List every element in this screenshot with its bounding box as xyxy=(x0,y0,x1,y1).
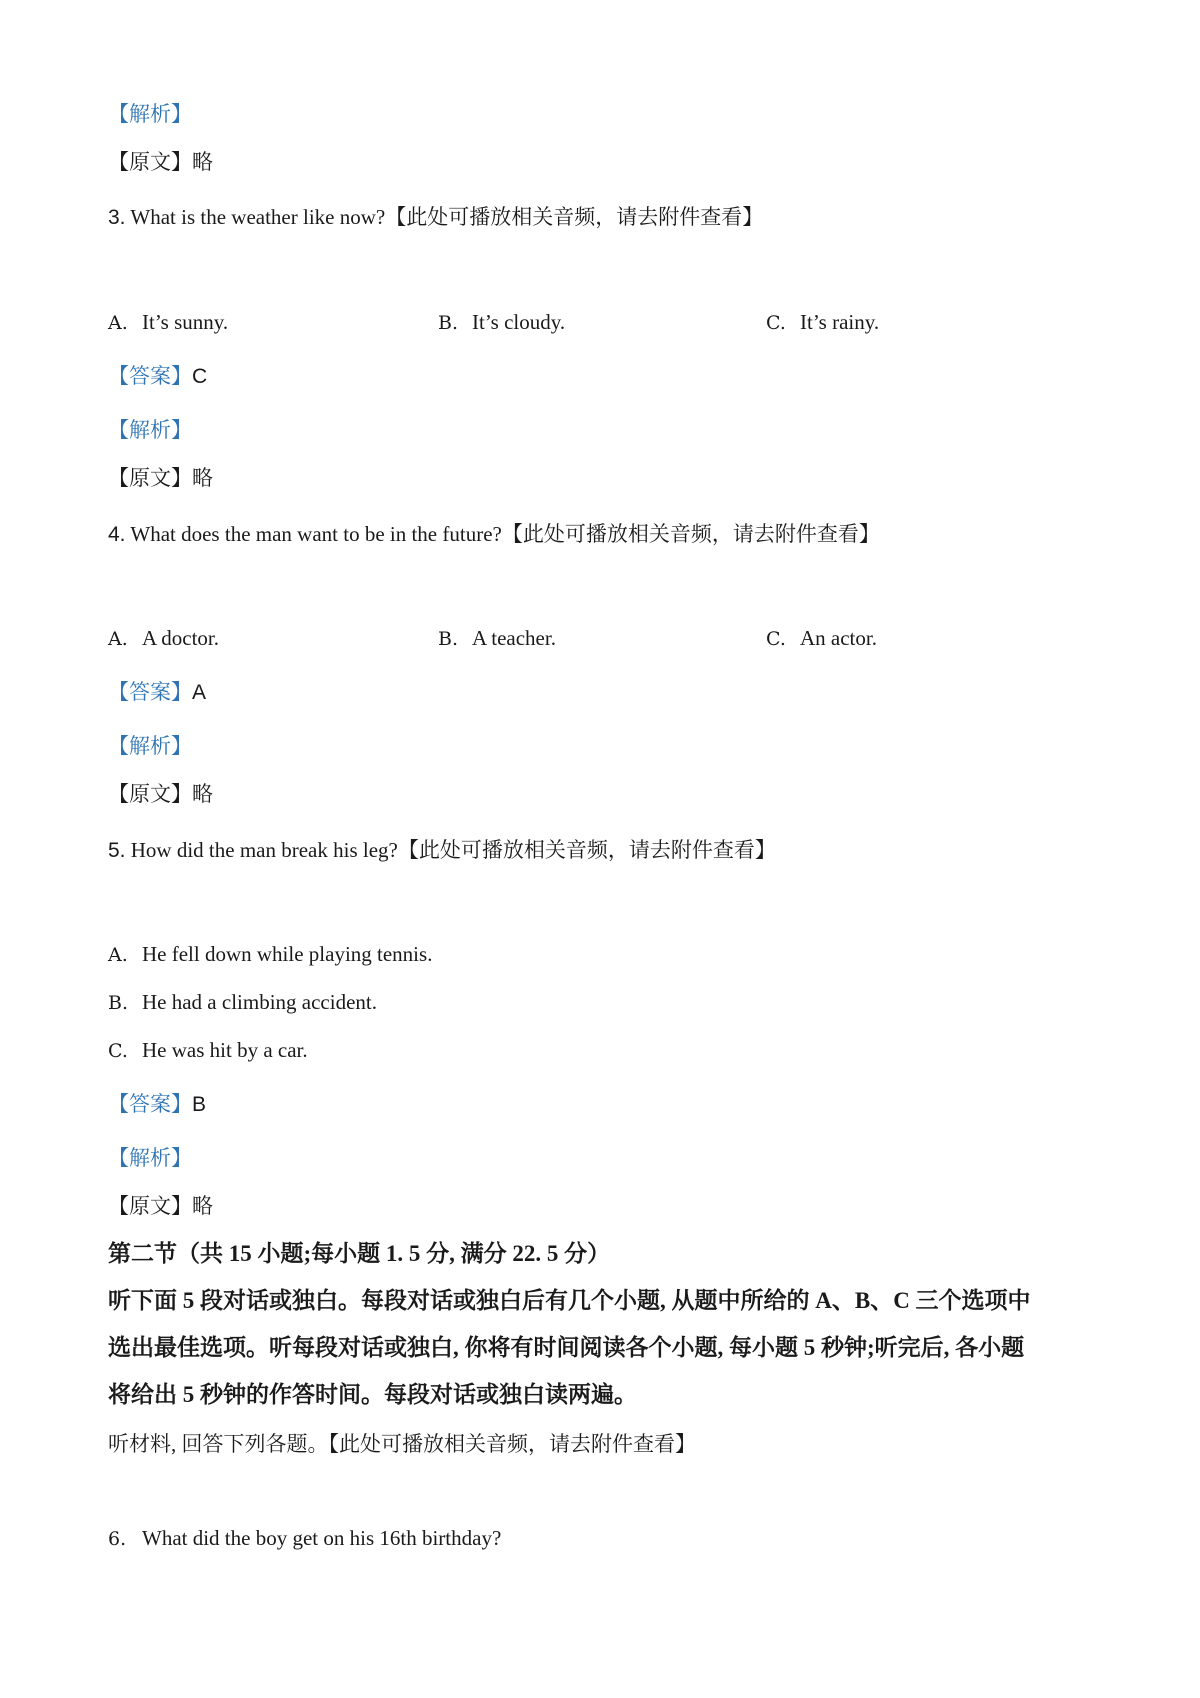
original-text-label: 【原文】略 xyxy=(108,466,213,490)
q5-option-a: A. He fell down while playing tennis. xyxy=(108,942,433,966)
analysis-label: 【解析】 xyxy=(108,418,192,442)
section-heading: 第二节（共 15 小题;每小题 1. 5 分, 满分 22. 5 分） xyxy=(108,1241,611,1266)
question-3 xyxy=(108,205,763,230)
section-instructions-line-2: 选出最佳选项。听每段对话或独白, 你将有时间阅读各个小题, 每小题 5 秒钟;听完后, 各小题 xyxy=(108,1335,1025,1360)
section-instructions-line-3: 将给出 5 秒钟的作答时间。每段对话或独白读两遍。 xyxy=(108,1382,637,1407)
original-text-label: 【原文】略 xyxy=(108,1194,213,1218)
question-5: 5. How did the man break his leg?【此处可播放相关音频，请去附件查看】 xyxy=(108,838,776,862)
q3-answer: 【答案】C xyxy=(108,364,208,388)
q4-answer: 【答案】A xyxy=(108,680,207,704)
q3-option-a: A. It’s sunny. xyxy=(108,310,229,334)
listening-prompt: 听材料, 回答下列各题。【此处可播放相关音频，请去附件查看】 xyxy=(108,1432,696,1456)
q4-option-b: B. A teacher. xyxy=(438,626,556,650)
original-text-label: 【原文】略 xyxy=(108,150,213,174)
q5-option-b: B. He had a climbing accident. xyxy=(108,990,377,1014)
original-text-label: 【原文】略 xyxy=(108,782,213,806)
question-text: What is the weather like now?【此处可播放相关音频，请去附件查看】 xyxy=(125,205,764,229)
q4-option-a: A. A doctor. xyxy=(108,626,219,650)
analysis-label: 【解析】 xyxy=(108,734,192,758)
question-6: 6. What did the boy get on his 16th birthday? xyxy=(108,1526,502,1550)
q5-option-c: C. He was hit by a car. xyxy=(108,1038,308,1062)
q4-option-c: C. An actor. xyxy=(766,626,877,650)
section-instructions-line-1: 听下面 5 段对话或独白。每段对话或独白后有几个小题, 从题中所给的 A、B、C 三个选项中 xyxy=(108,1288,1031,1313)
question-4: 4. What does the man want to be in the future?【此处可播放相关音频，请去附件查看】 xyxy=(108,522,880,546)
q3-option-b: B. It’s cloudy. xyxy=(438,310,566,334)
analysis-label: 【解析】 xyxy=(108,1146,192,1170)
q3-option-c: C. It’s rainy. xyxy=(766,310,880,334)
q5-answer: 【答案】B xyxy=(108,1092,207,1116)
question-number: 3. xyxy=(108,206,126,229)
analysis-label: 【解析】 xyxy=(108,102,192,126)
